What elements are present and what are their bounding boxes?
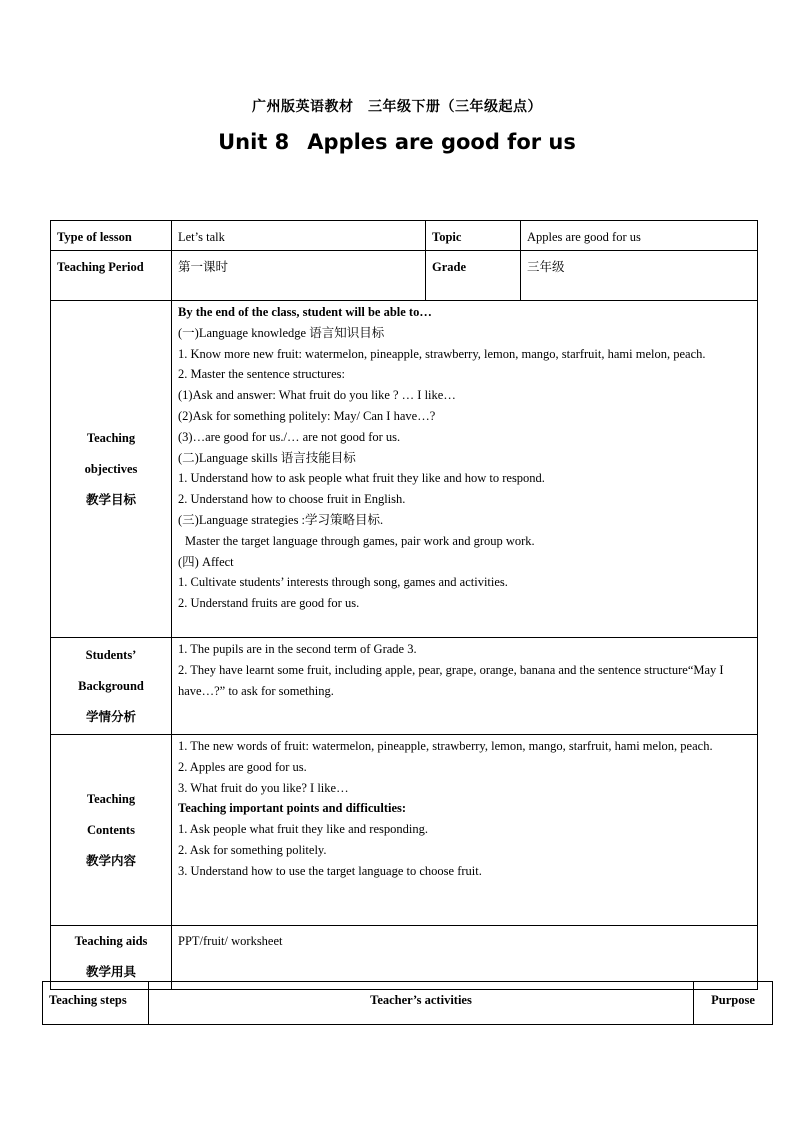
teaching-period-value: 第一课时 — [172, 251, 426, 301]
lesson-type-row — [51, 221, 758, 251]
objectives-content: By the end of the class, student will be able to… (一)Language knowledge 语言知识目标 1. Know more new fruit: watermelon, pineapple, strawberry, lemon, mango, starfruit, hami melon, peach. 2. Master the sentence structures: (1)Ask and answer: What fruit do you like ? … I like… (2)Ask for something politely: May/ Can I have…? (3)…are good for us./… are not good for us. (二)Language skills 语言技能目标 1. Understand how to ask people what fruit they like and how to respond. 2. Understand how to choose fruit in English. (三)Language strategies :学习策略目标. Master the target language through games, pair work and group work. (四) Affect 1. Cultivate students’ interests through song, games and activities. 2. Understand fruits are good for us. — [172, 301, 758, 638]
period-row — [51, 251, 758, 301]
contents-label: Teaching Contents 教学内容 — [51, 735, 172, 926]
objectives-label: Teaching objectives 教学目标 — [51, 301, 172, 638]
background-row — [51, 638, 758, 735]
contents-content: 1. The new words of fruit: watermelon, pineapple, strawberry, lemon, mango, starfruit, hami melon, peach. 2. Apples are good for us. 3. What fruit do you like? I like… Teaching important points and difficulties: 1. Ask people what fruit they like and responding. 2. Ask for something politely. 3. Understand how to use the target language to choose fruit. — [172, 735, 758, 926]
background-content: 1. The pupils are in the second term of Grade 3. 2. They have learnt some fruit, including apple, pear, grape, orange, banana and the sentence structure“May I have…?” to ask for something. — [172, 638, 758, 735]
lesson-plan-table — [50, 220, 758, 990]
type-of-lesson-label: Type of lesson — [51, 221, 172, 251]
topic-label: Topic — [426, 221, 521, 251]
grade-value: 三年级 — [521, 251, 758, 301]
objectives-row — [51, 301, 758, 638]
teacher-activities-header: Teacher’s activities — [149, 982, 694, 1025]
unit-title: Apples are good for us — [307, 130, 576, 154]
topic-value: Apples are good for us — [521, 221, 758, 251]
type-of-lesson-value: Let’s talk — [172, 221, 426, 251]
teaching-steps-table — [42, 981, 773, 1025]
contents-row — [51, 735, 758, 926]
aids-content: PPT/fruit/ worksheet — [172, 926, 758, 990]
aids-row — [51, 926, 758, 990]
purpose-header: Purpose — [694, 982, 773, 1025]
grade-label: Grade — [426, 251, 521, 301]
unit-number: Unit 8 — [218, 130, 290, 154]
document-subtitle: 广州版英语教材 三年级下册（三年级起点） — [252, 99, 542, 115]
background-label: Students’ Background 学情分析 — [51, 638, 172, 735]
document-title — [0, 130, 794, 154]
teaching-steps-header: Teaching steps — [43, 982, 149, 1025]
teaching-period-label: Teaching Period — [51, 251, 172, 301]
aids-label: Teaching aids 教学用具 — [51, 926, 172, 990]
steps-header-row — [43, 982, 773, 1025]
